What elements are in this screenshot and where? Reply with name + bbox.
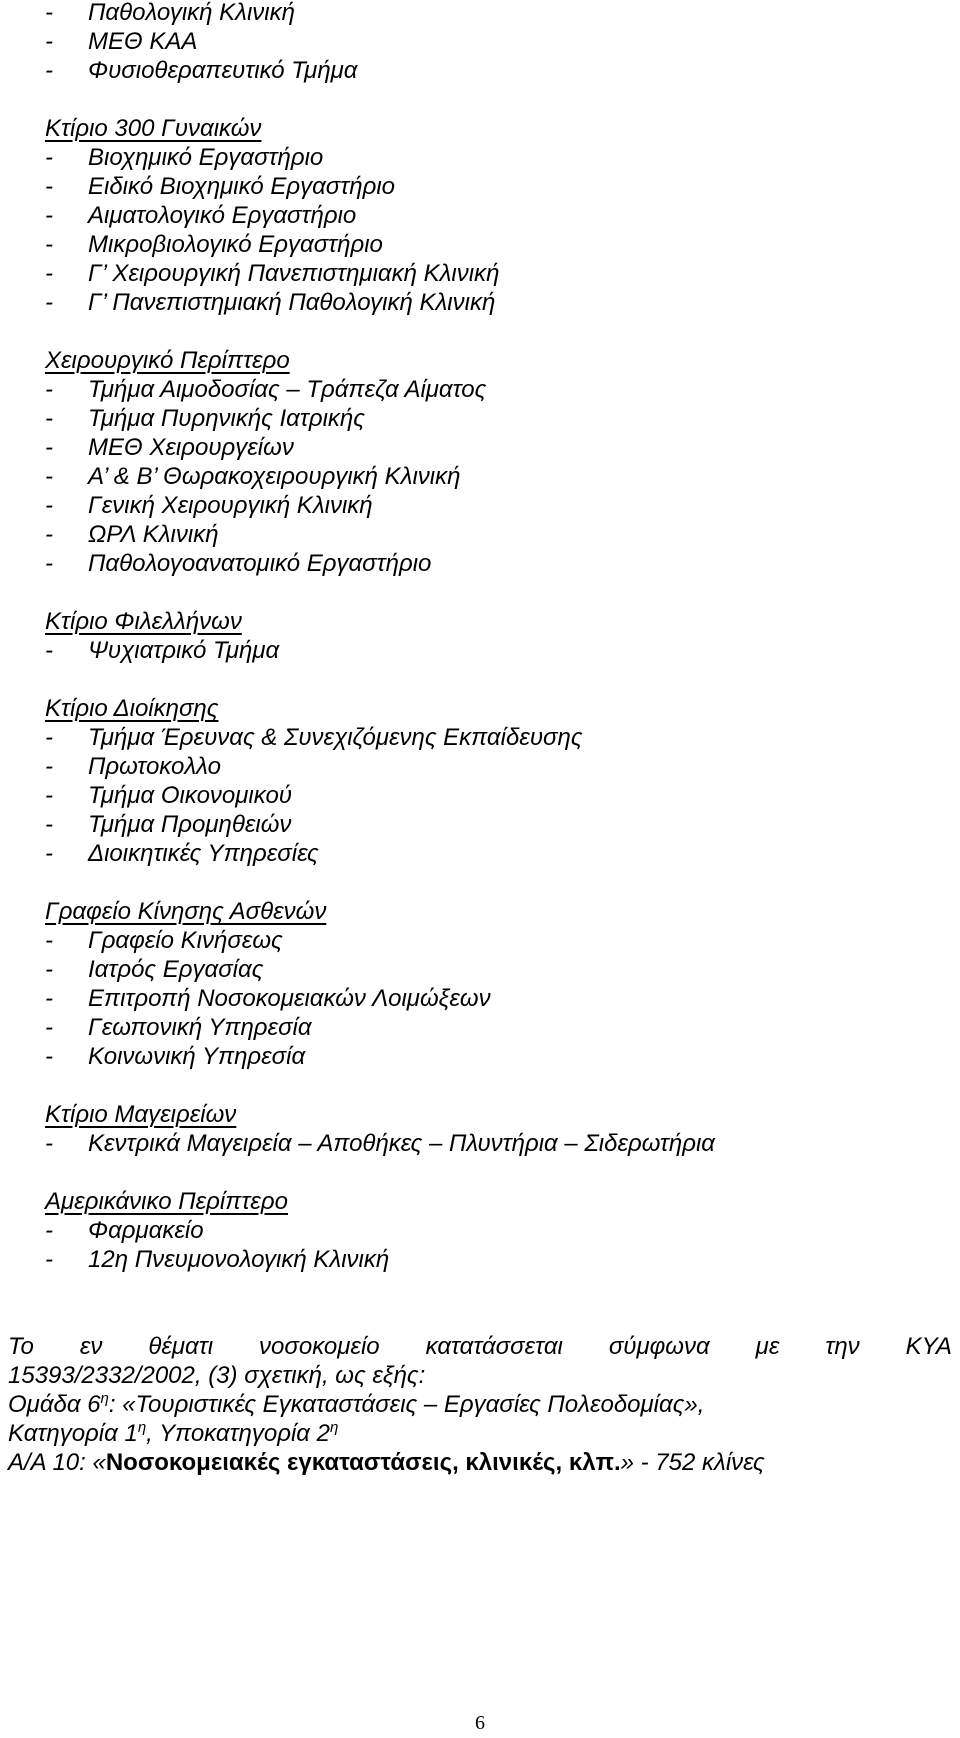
classification-paragraph-line: Ομάδα $6^\eta$: «Τουριστικές Εγκαταστάσεις – Εργασίες Πολεοδομίας»,	[8, 1390, 705, 1418]
list-item: - Ειδικό Βιοχημικό Εργαστήριο	[45, 173, 395, 200]
section-heading: Κτίριο Διοίκησης	[45, 695, 219, 722]
list-item: - Γεωπονική Υπηρεσία	[45, 1014, 312, 1041]
section-heading: Κτίριο 300 Γυναικών	[45, 115, 262, 142]
section-heading: Κτίριο Μαγειρείων	[45, 1101, 237, 1128]
list-item: - Α’ & Β’ Θωρακοχειρουργική Κλινική	[45, 463, 461, 490]
list-item: - Κοινωνική Υπηρεσία	[45, 1043, 306, 1070]
bold-category-text: Νοσοκομειακές εγκαταστάσεις, κλινικές, κλπ.	[105, 1449, 621, 1476]
classification-paragraph-line: Κατηγορία $1^\eta$, Υποκατηγορία $2^\eta$	[8, 1419, 339, 1447]
list-item: - Διοικητικές Υπηρεσίες	[45, 840, 319, 867]
list-item: - Τμήμα Αιμοδοσίας – Τράπεζα Αίματος	[45, 376, 487, 403]
list-item: - Επιτροπή Νοσοκομειακών Λοιμώξεων	[45, 985, 491, 1012]
list-item: - 12η Πνευμονολογική Κλινική	[45, 1246, 390, 1273]
list-item: - ΩΡΛ Κλινική	[45, 521, 219, 548]
list-item: - Πρωτοκολλο	[45, 753, 221, 780]
classification-paragraph-line: Το εν θέματι νοσοκομείο κατατάσσεται σύμφωνα με την ΚΥΑ	[8, 1333, 952, 1360]
list-item: - Τμήμα Έρευνας & Συνεχιζόμενης Εκπαίδευσης	[45, 724, 583, 751]
list-item: - Τμήμα Πυρηνικής Ιατρικής	[45, 405, 365, 432]
list-item: - Ιατρός Εργασίας	[45, 956, 264, 983]
list-item: - Φυσιοθεραπευτικό Τμήμα	[45, 57, 358, 84]
list-item: - Παθολογοανατομικό Εργαστήριο	[45, 550, 432, 577]
section-heading: Γραφείο Κίνησης Ασθενών	[45, 898, 327, 925]
section-heading: Κτίριο Φιλελλήνων	[45, 608, 242, 635]
list-item: - Αιματολογικό Εργαστήριο	[45, 202, 357, 229]
list-item: - Κεντρικά Μαγειρεία – Αποθήκες – Πλυντήρια – Σιδερωτήρια	[45, 1130, 715, 1157]
list-item: - Τμήμα Προμηθειών	[45, 811, 292, 838]
list-item: - Γενική Χειρουργική Κλινική	[45, 492, 373, 519]
list-item: - Φαρμακείο	[45, 1217, 204, 1244]
list-item: - Βιοχημικό Εργαστήριο	[45, 144, 324, 171]
list-item: - Μικροβιολογικό Εργαστήριο	[45, 231, 383, 258]
section-heading: Χειρουργικό Περίπτερο	[45, 347, 290, 374]
list-item: - Γ’ Πανεπιστημιακή Παθολογική Κλινική	[45, 289, 496, 316]
list-item: - Γραφείο Κινήσεως	[45, 927, 283, 954]
classification-paragraph-line: Α/Α 10: «Νοσοκομειακές εγκαταστάσεις, κλινικές, κλπ.» - 752 κλίνες	[8, 1449, 765, 1476]
list-item: - Παθολογική Κλινική	[45, 0, 295, 26]
list-item: - Γ’ Χειρουργική Πανεπιστημιακή Κλινική	[45, 260, 500, 287]
list-item: - ΜΕΘ ΚΑΑ	[45, 28, 198, 55]
classification-paragraph-line: 15393/2332/2002, (3) σχετική, ως εξής:	[8, 1362, 426, 1389]
list-item: - Ψυχιατρικό Τμήμα	[45, 637, 280, 664]
list-item: - Τμήμα Οικονομικού	[45, 782, 292, 809]
page-number: 6	[475, 1712, 485, 1734]
section-heading: Αμερικάνικο Περίπτερο	[45, 1188, 288, 1215]
list-item: - ΜΕΘ Χειρουργείων	[45, 434, 294, 461]
